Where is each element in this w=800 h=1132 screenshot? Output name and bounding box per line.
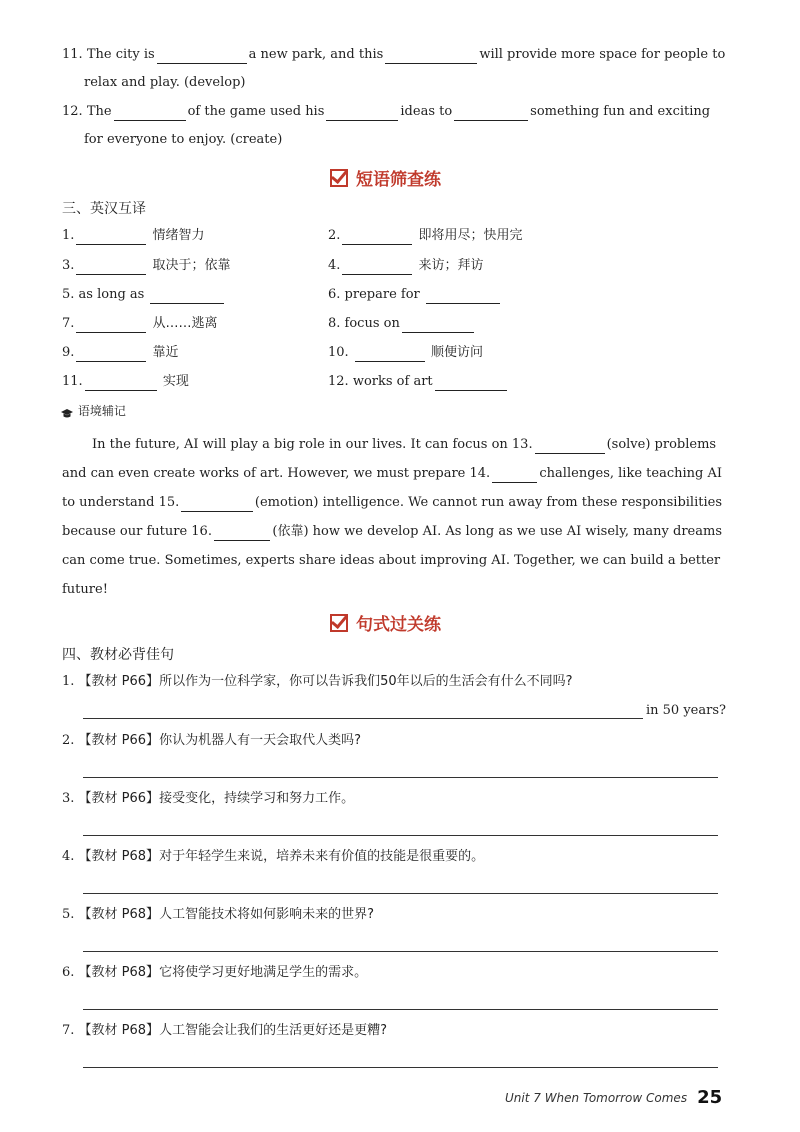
passage-line-4: because our future 16. (依靠) how we develop AI. As long as we use AI wisely, many dreams (62, 524, 722, 539)
sentence-1-tail: in 50 years? (646, 703, 726, 718)
answer-line-5[interactable] (83, 950, 718, 952)
q12-line-2: for everyone to enjoy. (create) (84, 132, 283, 147)
passage-blank-16[interactable] (214, 526, 270, 541)
phrase-blank-10[interactable] (355, 347, 425, 362)
passage-blank-14[interactable] (492, 468, 537, 483)
sentence-section-title: 句式过关练 (330, 610, 441, 635)
page-number: 25 (697, 1087, 723, 1108)
q11-line-2: relax and play. (develop) (84, 75, 246, 90)
q12-text-4: something fun and exciting (530, 104, 711, 119)
checkbox-icon (330, 169, 348, 187)
phrase-blank-12[interactable] (435, 376, 507, 391)
sentence-heading: 四、教材必背佳句 (62, 647, 174, 663)
phrase-item-12: 12. works of art (328, 373, 509, 391)
q11-blank-2[interactable] (385, 49, 477, 64)
phrase-blank-11[interactable] (85, 376, 157, 391)
phrase-blank-3[interactable] (76, 260, 146, 275)
q11-text-2: a new park, and this (248, 47, 384, 62)
phrase-item-1: 1. 情绪智力 (62, 228, 205, 243)
q12-text-1: The (86, 104, 112, 119)
phrase-item-10: 10. 顺便访问 (328, 345, 483, 360)
q12-blank-1[interactable] (114, 106, 186, 121)
phrase-item-4: 4. 来访；拜访 (328, 258, 484, 273)
phrase-section-title: 短语筛查练 (330, 165, 441, 190)
question-11 (62, 46, 725, 64)
phrase-item-3: 3. 取决于；依靠 (62, 258, 231, 273)
phrase-item-11: 11. 实现 (62, 374, 189, 389)
phrase-item-2: 2. 即将用尽；快用完 (328, 228, 523, 243)
passage-line-1: In the future, AI will play a big role in our lives. It can focus on 13. (solve) problems (92, 437, 717, 452)
question-12 (62, 103, 710, 121)
unit-title: Unit 7 When Tomorrow Comes (505, 1090, 688, 1105)
phrase-item-5: 5. as long as (62, 286, 226, 304)
page-footer (505, 1087, 722, 1108)
passage-blank-15[interactable] (181, 497, 253, 512)
q12-text-3: ideas to (400, 104, 453, 119)
passage-line-2: and can even create works of art. However, we must prepare 14. challenges, like teaching AI (62, 466, 722, 481)
phrase-item-8: 8. focus on (328, 315, 476, 333)
answer-line-1[interactable] (83, 717, 643, 719)
q12-text-2: of the game used his (187, 104, 325, 119)
sentence-item-2: 2. 【教材 P66】 你认为机器人有一天会取代人类吗? (62, 733, 361, 748)
answer-line-2[interactable] (83, 776, 718, 778)
sentence-item-5: 5. 【教材 P68】 人工智能技术将如何影响未来的世界? (62, 907, 374, 922)
phrase-item-6: 6. prepare for (328, 286, 502, 304)
checkbox-icon (330, 614, 348, 632)
q11-blank-1[interactable] (157, 49, 247, 64)
sentence-item-4: 4. 【教材 P68】 对于年轻学生来说，培养未来有价值的技能是很重要的。 (62, 849, 485, 864)
sentence-item-7: 7. 【教材 P68】 人工智能会让我们的生活更好还是更糟? (62, 1023, 387, 1038)
phrase-blank-1[interactable] (76, 230, 146, 245)
q11-number: 11. (62, 47, 83, 62)
phrase-blank-4[interactable] (342, 260, 412, 275)
phrase-blank-7[interactable] (76, 318, 146, 333)
answer-line-4[interactable] (83, 892, 718, 894)
q12-number: 12. (62, 104, 83, 119)
q11-text-1: The city is (86, 47, 155, 62)
phrase-heading: 三、英汉互译 (62, 201, 146, 217)
phrase-blank-8[interactable] (402, 318, 474, 333)
graduation-cap-icon (60, 408, 74, 420)
sentence-item-6: 6. 【教材 P68】 它将使学习更好地满足学生的需求。 (62, 965, 368, 980)
q12-blank-2[interactable] (326, 106, 398, 121)
answer-line-6[interactable] (83, 1008, 718, 1010)
q11-text-3: will provide more space for people to (479, 47, 726, 62)
context-note-label: 语境辅记 (60, 402, 126, 420)
phrase-blank-2[interactable] (342, 230, 412, 245)
q12-blank-3[interactable] (454, 106, 528, 121)
passage-line-5: can come true. Sometimes, experts share ideas about improving AI. Together, we can build a better (62, 553, 721, 568)
sentence-item-3: 3. 【教材 P66】 接受变化，持续学习和努力工作。 (62, 791, 355, 806)
answer-line-7[interactable] (83, 1066, 718, 1068)
phrase-blank-6[interactable] (426, 289, 500, 304)
answer-line-3[interactable] (83, 834, 718, 836)
passage-blank-13[interactable] (535, 439, 605, 454)
passage-line-3: to understand 15. (emotion) intelligence. We cannot run away from these responsibilities (62, 495, 722, 510)
phrase-blank-9[interactable] (76, 347, 146, 362)
phrase-item-9: 9. 靠近 (62, 345, 179, 360)
context-passage (62, 425, 722, 599)
phrase-blank-5[interactable] (150, 289, 224, 304)
phrase-item-7: 7. 从……逃离 (62, 316, 218, 331)
sentence-item-1: 1. 【教材 P66】 所以作为一位科学家，你可以告诉我们50年以后的生活会有什么不同吗? (62, 674, 573, 689)
passage-line-6: future! (62, 582, 108, 597)
